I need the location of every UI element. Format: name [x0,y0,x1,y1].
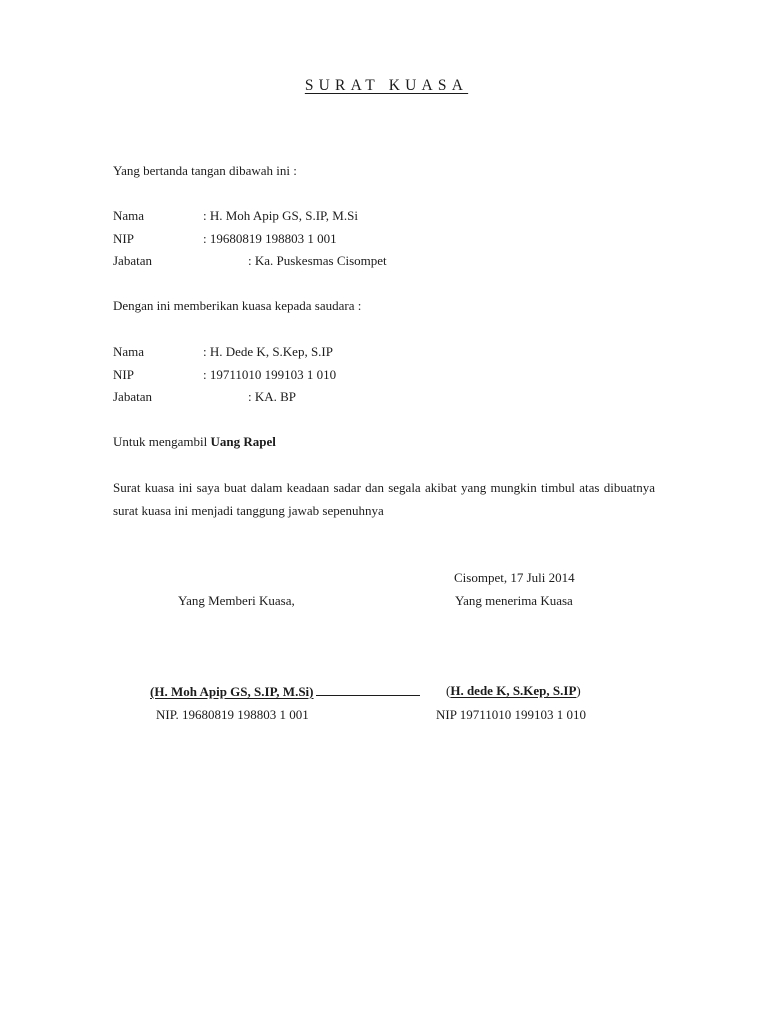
grantor-jabatan-label: Jabatan [113,253,152,268]
grantor-nama-label: Nama [113,208,145,223]
grantee-nip-value: : 19711010 199103 1 010 [203,367,337,382]
document-title [0,77,768,95]
grantor-nip-label: NIP [113,231,134,246]
grantee-jabatan-label: Jabatan [113,389,152,404]
purpose-line [113,434,276,450]
purpose-prefix: Untuk mengambil [113,434,208,449]
place-date: Cisompet, 17 Juli 2014 [454,570,575,585]
right-signatory-name [446,683,581,699]
purpose-object: Uang Rapel [210,434,276,449]
right-signatory-role: Yang menerima Kuasa [455,593,573,608]
grantor-jabatan-value: : Ka. Puskesmas Cisompet [248,253,387,268]
signature-underline [316,683,420,696]
left-signatory-nip: NIP. 19680819 198803 1 001 [156,707,309,722]
right-name-open-paren: ( [446,683,451,698]
document-title-text: SURAT KUASA [304,77,469,94]
right-signatory-nip: NIP 19711010 199103 1 010 [436,707,586,722]
left-signatory-role: Yang Memberi Kuasa, [178,593,295,608]
grantee-jabatan-value: : KA. BP [248,389,297,404]
mandate-intro-text: Dengan ini memberikan kuasa kepada saudara : [113,298,362,313]
intro-text: Yang bertanda tangan dibawah ini : [113,163,297,178]
statement-paragraph: Surat kuasa ini saya buat dalam keadaan sadar dan segala akibat yang mungkin timbul atas dibuatnya surat kuasa ini menjadi tanggung jawab sepenuhnya [113,480,655,518]
grantor-nip-value: : 19680819 198803 1 001 [203,231,337,246]
grantee-nama-value: : H. Dede K, S.Kep, S.IP [203,344,333,359]
grantee-nip-label: NIP [113,367,134,382]
right-name-close-paren: ) [576,683,581,698]
grantee-nama-label: Nama [113,344,145,359]
right-signatory-name-text: H. dede K, S.Kep, S.IP [450,683,577,698]
grantor-nama-value: : H. Moh Apip GS, S.IP, M.Si [203,208,358,223]
left-signatory-name-text: (H. Moh Apip GS, S.IP, M.Si) [150,684,314,699]
left-signatory-name [150,683,420,700]
